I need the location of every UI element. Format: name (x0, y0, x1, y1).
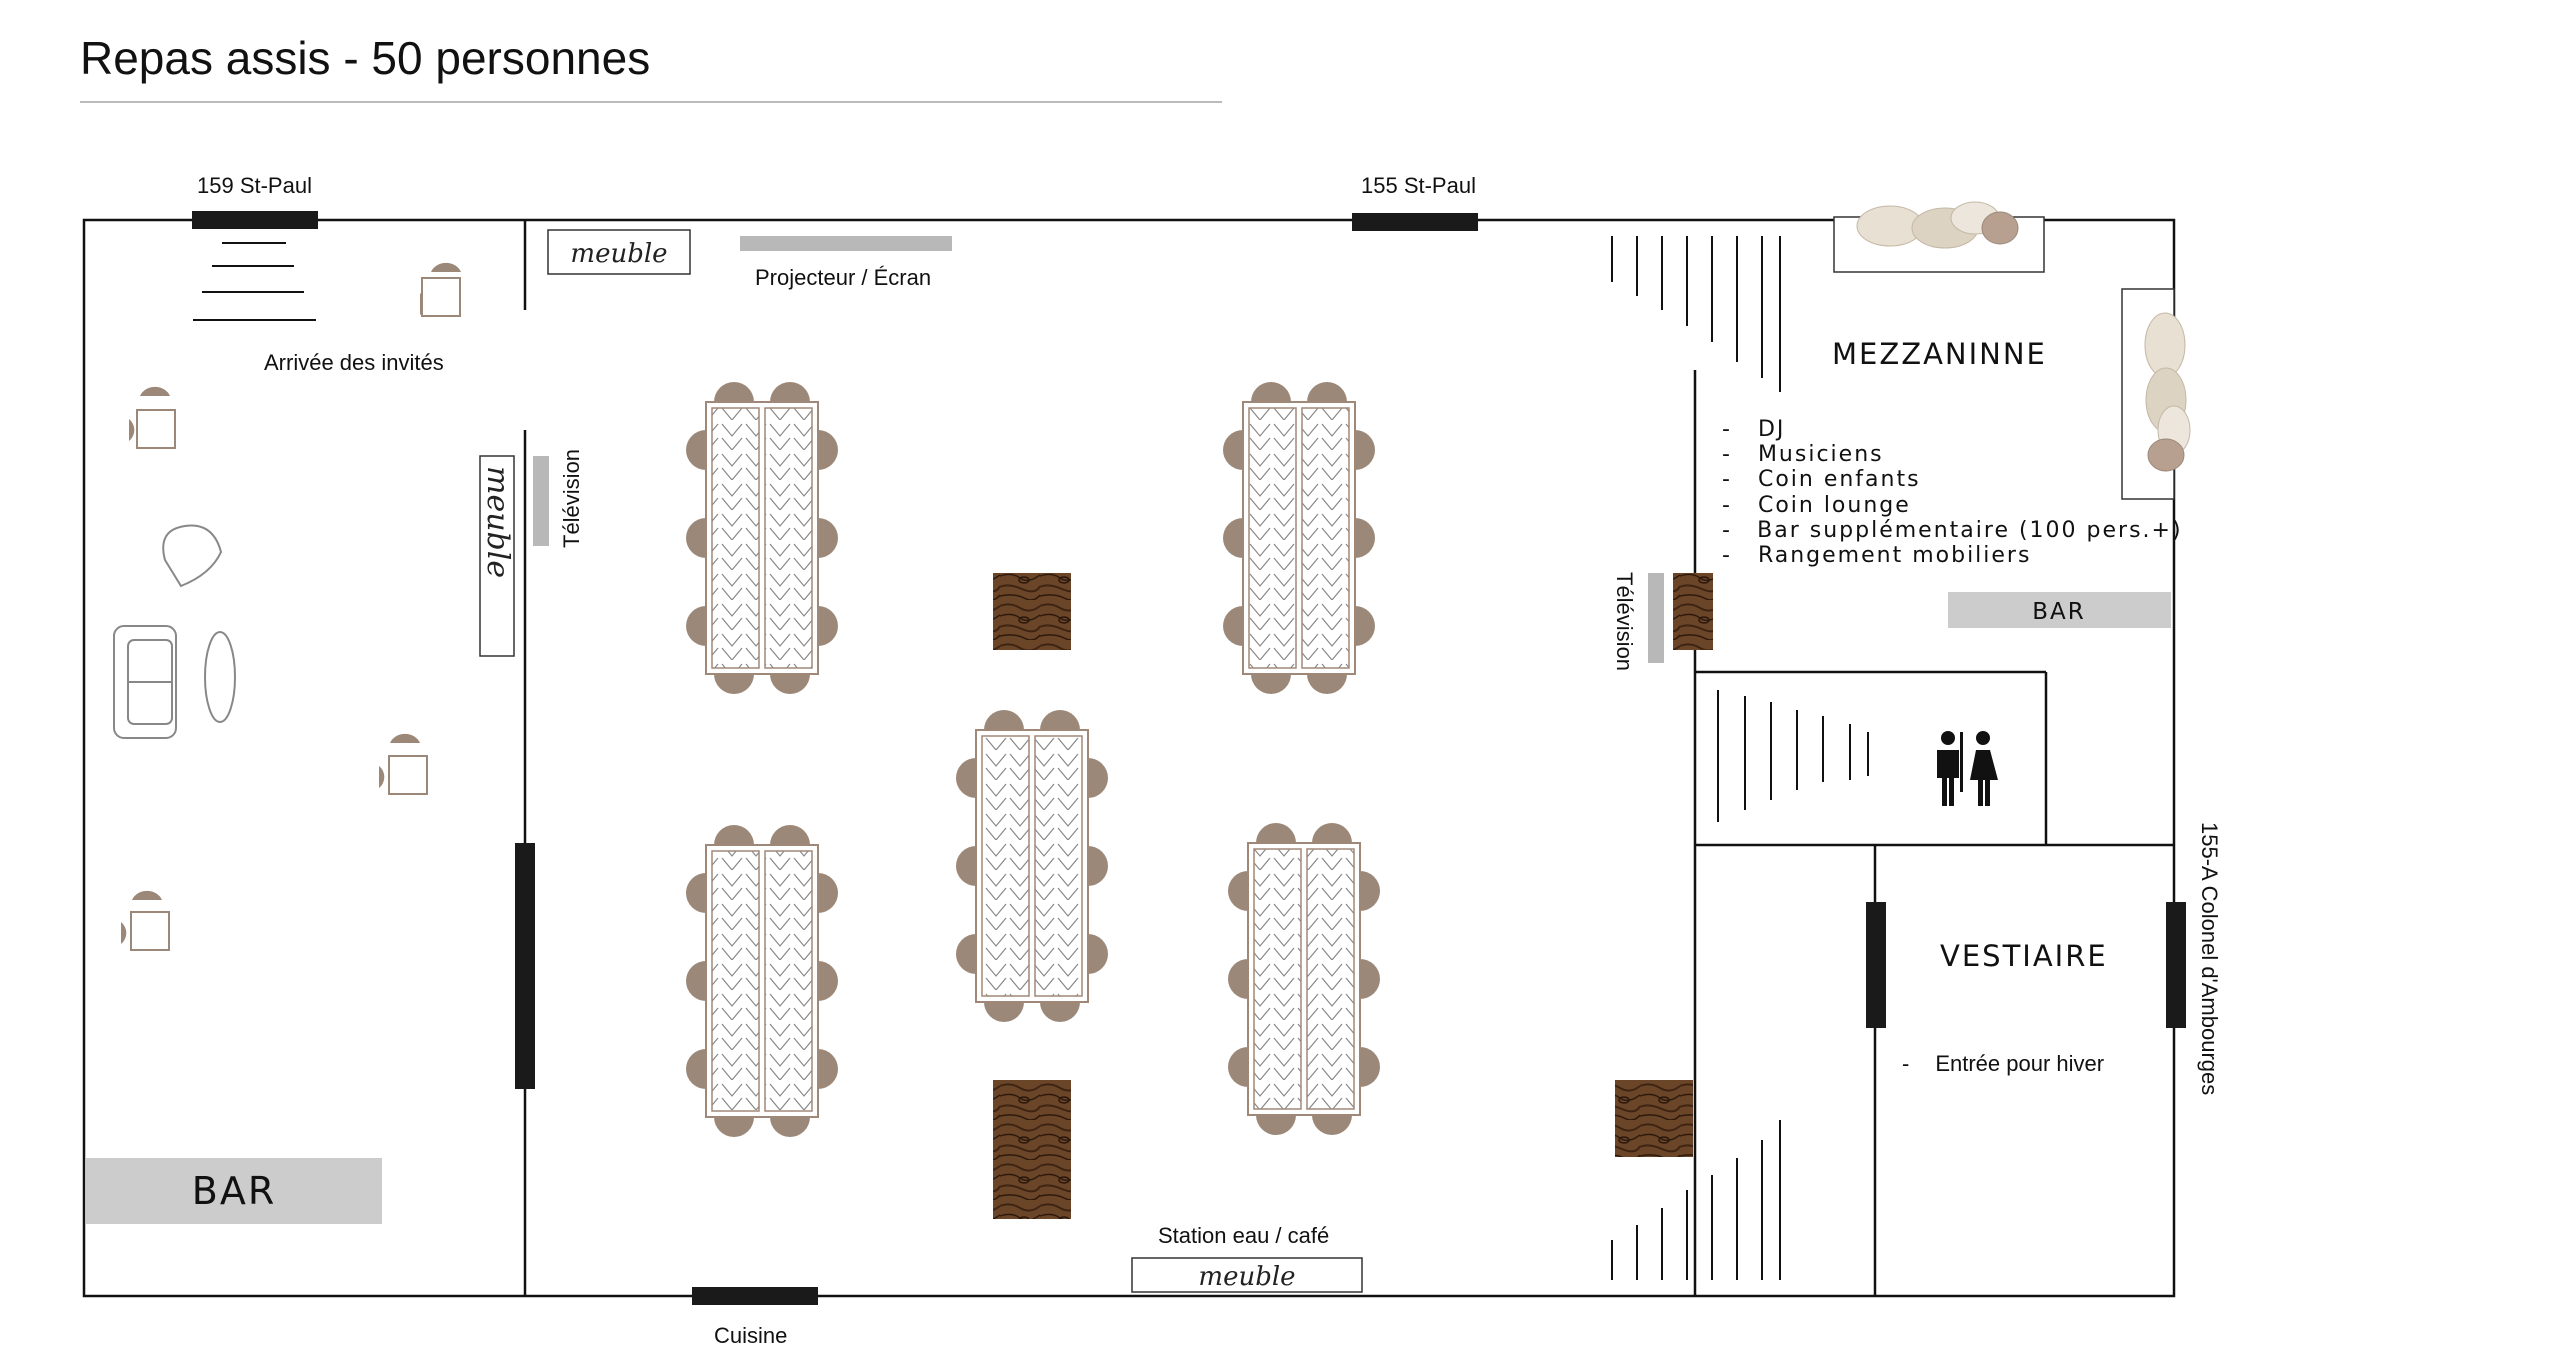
chair (770, 382, 810, 402)
door-label-159: 159 St-Paul (197, 173, 312, 198)
door-159-st-paul[interactable] (192, 211, 318, 229)
chair (770, 1117, 810, 1137)
chair (714, 382, 754, 402)
television-right-label: Télévision (1612, 572, 1637, 672)
restroom-icon (1937, 731, 1998, 806)
chair (1223, 606, 1243, 646)
table-leaf (1249, 408, 1296, 668)
chair (956, 934, 976, 974)
vestiaire-heading: VESTIAIRE (1940, 939, 2108, 973)
mezzanine-heading: MEZZANINNE (1832, 337, 2047, 371)
furniture-vertical-label: meuble (480, 466, 515, 579)
chair (1223, 430, 1243, 470)
chair (770, 674, 810, 694)
chair (1355, 430, 1375, 470)
chair (1251, 674, 1291, 694)
chair (1312, 1115, 1352, 1135)
chair (1040, 1002, 1080, 1022)
bar-left-label: BAR (191, 1169, 277, 1213)
chair (818, 606, 838, 646)
door-vestiaire-inner[interactable] (1866, 902, 1886, 1028)
coffee-table (205, 632, 235, 722)
chair (686, 430, 706, 470)
door-kitchen[interactable] (692, 1287, 818, 1305)
mezzanine-item: - Coin lounge (1722, 493, 1911, 518)
door-155-st-paul[interactable] (1352, 213, 1478, 231)
chair (1360, 871, 1380, 911)
chair (984, 1002, 1024, 1022)
wall-opening-left (520, 310, 530, 430)
chair (818, 1049, 838, 1089)
chair (1088, 846, 1108, 886)
table-leaf (982, 736, 1029, 996)
wood-block-1 (993, 573, 1071, 650)
mezzanine-sofa-side (2122, 289, 2190, 499)
water-station-label: Station eau / café (1158, 1223, 1330, 1248)
mezzanine-item: - Musiciens (1722, 442, 1884, 467)
chair (714, 825, 754, 845)
mezzanine-item: - DJ (1722, 417, 1786, 442)
television-left-label: Télévision (559, 448, 584, 548)
projector-screen (740, 236, 952, 251)
entrance-stairs (193, 243, 316, 320)
chair (686, 606, 706, 646)
chair (984, 710, 1024, 730)
table-leaf (765, 851, 812, 1111)
mezzanine-item: - Coin enfants (1722, 467, 1921, 492)
mezzanine-list (1722, 417, 2183, 568)
door-label-155: 155 St-Paul (1361, 173, 1476, 198)
chair (1355, 518, 1375, 558)
table-leaf (712, 851, 759, 1111)
television-right (1648, 573, 1664, 663)
table-leaf (1254, 849, 1301, 1109)
chair (1040, 710, 1080, 730)
projector-label: Projecteur / Écran (755, 265, 932, 290)
mezzanine-sofa-top (1834, 202, 2044, 272)
mezzanine-item: - Bar supplémentaire (100 pers.+) (1722, 518, 2183, 543)
chair (714, 674, 754, 694)
chair (1228, 1047, 1248, 1087)
wood-block-2 (993, 1080, 1071, 1219)
chair (818, 961, 838, 1001)
chair (1360, 959, 1380, 999)
chair (1223, 518, 1243, 558)
door-vestiaire-outer[interactable] (2166, 902, 2186, 1028)
wood-block-3 (1673, 573, 1713, 650)
chair (956, 758, 976, 798)
table-leaf (1035, 736, 1082, 996)
chair (1251, 382, 1291, 402)
furniture-top-label: meuble (570, 239, 668, 269)
table-leaf (765, 408, 812, 668)
chair (686, 961, 706, 1001)
chair (1355, 606, 1375, 646)
chair (770, 825, 810, 845)
vestiaire-item: - Entrée pour hiver (1902, 1051, 2105, 1076)
chair (956, 846, 976, 886)
dining-tables (686, 382, 1380, 1137)
table-leaf (712, 408, 759, 668)
armchair-icon (163, 526, 221, 586)
chair (1360, 1047, 1380, 1087)
page-title: Repas assis - 50 personnes (80, 32, 651, 84)
chair (1312, 823, 1352, 843)
chair (1088, 934, 1108, 974)
chair (1228, 959, 1248, 999)
chair (818, 430, 838, 470)
chair (818, 873, 838, 913)
side-tables (131, 278, 460, 950)
arrival-label: Arrivée des invités (264, 350, 444, 375)
chair (686, 518, 706, 558)
chair (1307, 382, 1347, 402)
street-side-label: 155-A Colonel d'Ambourges (2197, 822, 2222, 1096)
chair (818, 518, 838, 558)
chair (1307, 674, 1347, 694)
kitchen-label: Cuisine (714, 1323, 788, 1348)
chair (686, 1049, 706, 1089)
furniture-bottom-label: meuble (1198, 1262, 1296, 1292)
table-leaf (1307, 849, 1354, 1109)
door-partition[interactable] (515, 843, 535, 1089)
bar-right-label: BAR (2032, 599, 2086, 625)
chair (1256, 1115, 1296, 1135)
table-leaf (1302, 408, 1349, 668)
sofa-icon (114, 626, 176, 738)
chair (714, 1117, 754, 1137)
television-left (533, 456, 549, 546)
chair (1256, 823, 1296, 843)
chair (1088, 758, 1108, 798)
wood-block-4 (1615, 1080, 1693, 1157)
chair (1228, 871, 1248, 911)
chair (686, 873, 706, 913)
mezzanine-item: - Rangement mobiliers (1722, 543, 2032, 568)
